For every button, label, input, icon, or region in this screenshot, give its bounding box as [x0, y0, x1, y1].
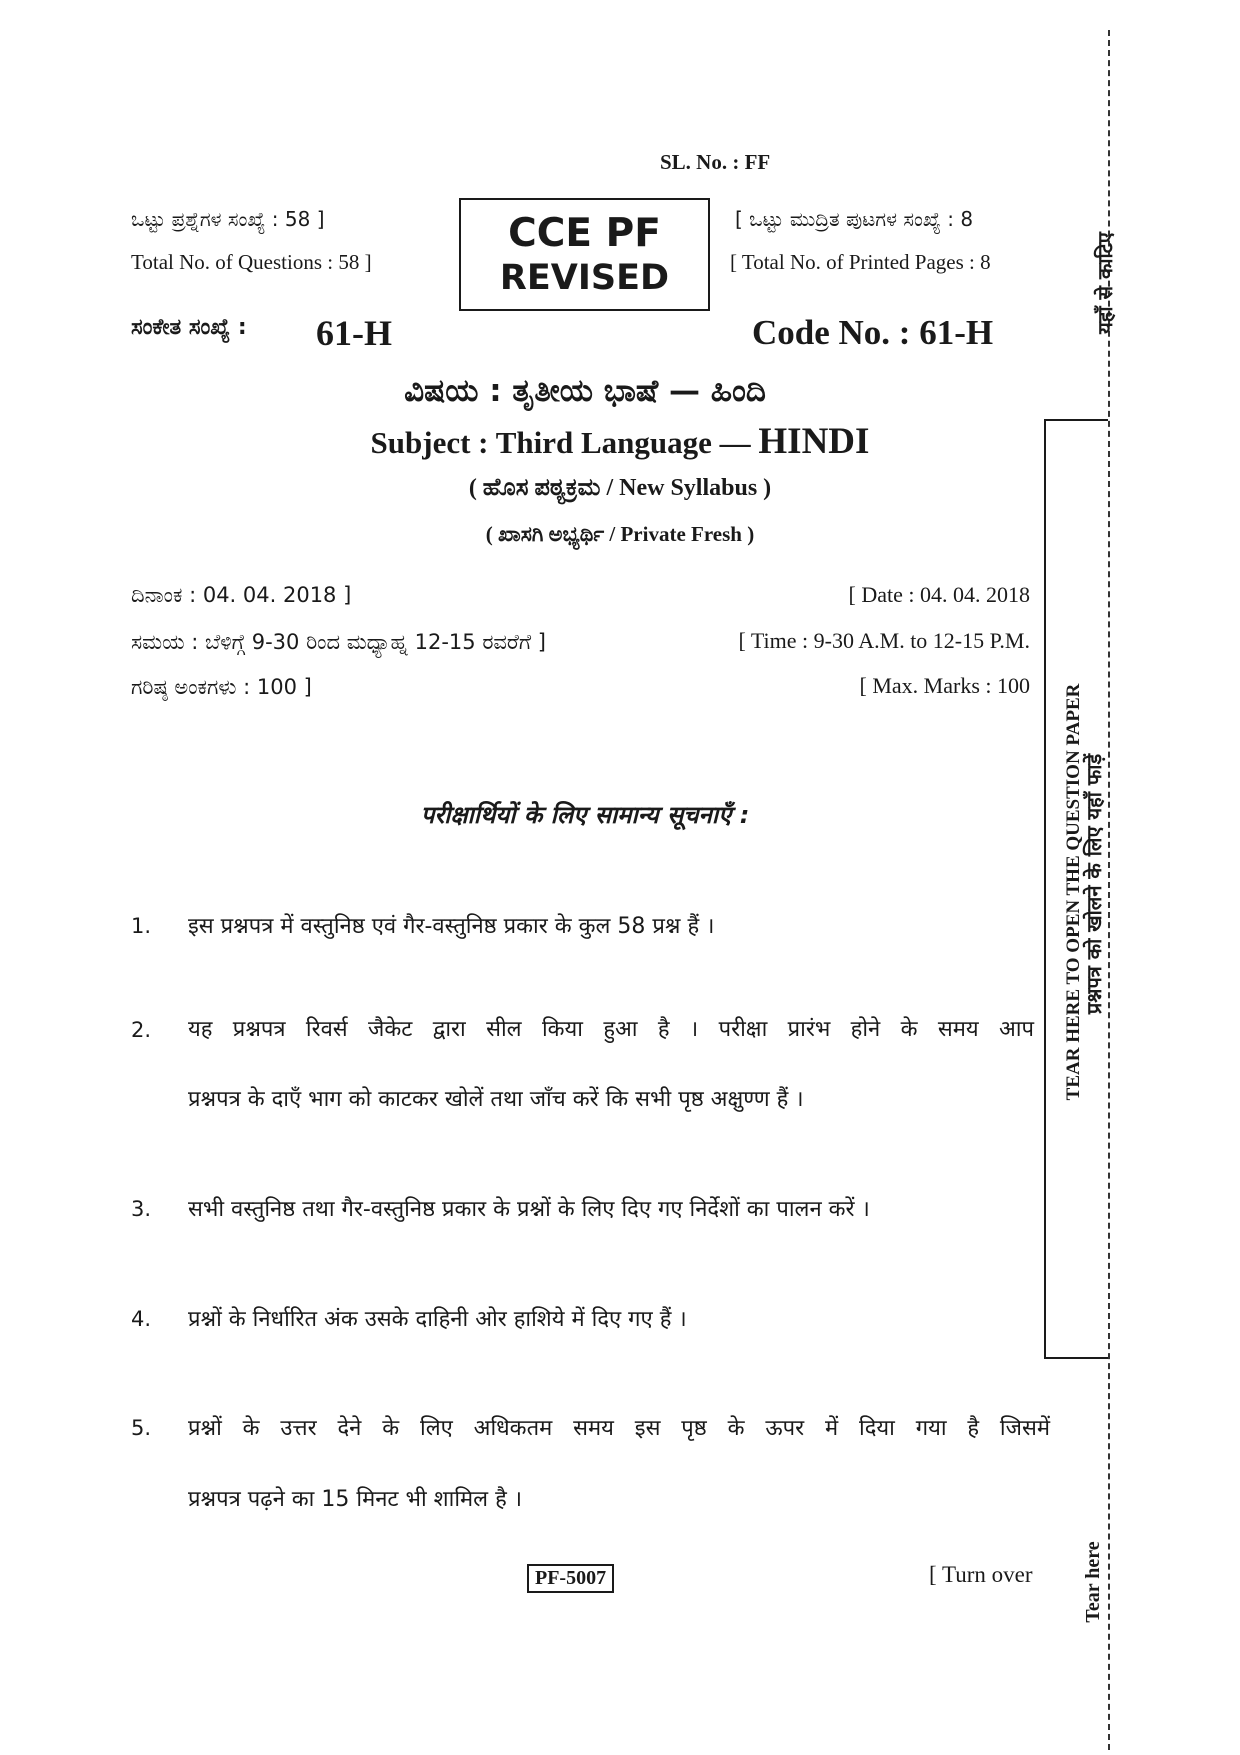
code-number-english: Code No. : 61-H [752, 313, 994, 352]
syllabus-note: ( ಹೊಸ ಪಠ್ಯಕ್ರಮ / New Syllabus ) [468, 475, 772, 501]
time-kannada: ಸಮಯ : ಬೆಳಿಗ್ಗೆ 9-30 ರಿಂದ ಮಧ್ಯಾಹ್ನ 12-15 ರವರೆಗೆ ] [131, 630, 546, 654]
instruction-text: इस प्रश्नपत्र में वस्तुनिष्ठ एवं गैर-वस्तुनिष्ठ प्रकार के कुल 58 प्रश्न हैं । [188, 914, 715, 939]
instruction-number: 3. [131, 1197, 152, 1221]
instruction-text: सभी वस्तुनिष्ठ तथा गैर-वस्तुनिष्ठ प्रकार के प्रश्नों के लिए दिए गए निर्देशों का पालन करें । [188, 1197, 870, 1222]
instruction-number: 5. [131, 1416, 152, 1440]
date-english: [ Date : 04. 04. 2018 [848, 582, 1030, 607]
instruction-text: यह प्रश्नपत्र रिवर्स जैकेट द्वारा सील किया हुआ है । परीक्षा प्रारंभ होने के समय आप [188, 1017, 1034, 1042]
serial-number: SL. No. : FF [660, 150, 771, 174]
cut-here-label: यहाँ से काटिए [1093, 232, 1117, 334]
instruction-text-continued: प्रश्नपत्र पढ़ने का 15 मिनट भी शामिल है । [188, 1487, 523, 1512]
subject-kannada: ವಿಷಯ : ತೃತೀಯ ಭಾಷೆ — ಹಿಂದಿ [404, 373, 766, 409]
instruction-number: 2. [131, 1018, 152, 1042]
badge-line-2: REVISED [499, 258, 670, 298]
tear-here-label: Tear here [1082, 1541, 1104, 1623]
printed-pages-english: [ Total No. of Printed Pages : 8 [730, 250, 991, 274]
instruction-number: 1. [131, 914, 152, 938]
turn-over-note: [ Turn over [929, 1562, 1033, 1587]
time-english: [ Time : 9-30 A.M. to 12-15 P.M. [738, 628, 1030, 653]
instruction-text-continued: प्रश्नपत्र के दाएँ भाग को काटकर खोलें तथा जाँच करें कि सभी पृष्ठ अक्षुण्ण हैं । [188, 1087, 804, 1112]
tear-to-open-label: TEAR HERE TO OPEN THE QUESTION PAPER [1063, 683, 1084, 1101]
total-questions-english: Total No. of Questions : 58 ] [131, 250, 372, 274]
paper-code: PF-5007 [527, 1564, 614, 1593]
exam-type-badge [459, 198, 710, 311]
instruction-text: प्रश्नों के उत्तर देने के लिए अधिकतम समय इस पृष्ठ के ऊपर में दिया गया है जिसमें [188, 1416, 1050, 1441]
subject-prefix: Subject : Third Language — [370, 425, 759, 460]
date-kannada: ದಿನಾಂಕ : 04. 04. 2018 ] [131, 583, 352, 607]
printed-pages-kannada: [ ಒಟ್ಟು ಮುದ್ರಿತ ಪುಟಗಳ ಸಂಖ್ಯೆ : 8 [735, 207, 974, 231]
code-label-kannada: ಸಂಕೇತ ಸಂಖ್ಯೆ : [131, 315, 247, 340]
tear-to-open-hindi-label: प्रश्नपत्र को खोलने के लिए यहाँ फाड़ें [1082, 753, 1106, 1015]
max-marks-kannada: ಗರಿಷ್ಠ ಅಂಕಗಳು : 100 ] [131, 675, 312, 699]
max-marks-english: [ Max. Marks : 100 [859, 673, 1030, 698]
total-questions-kannada: ಒಟ್ಟು ಪ್ರಶ್ನೆಗಳ ಸಂಖ್ಯೆ : 58 ] [131, 207, 325, 231]
badge-line-1: CCE PF [508, 211, 661, 256]
instruction-text: प्रश्नों के निर्धारित अंक उसके दाहिनी ओर हाशिये में दिए गए हैं । [188, 1307, 687, 1332]
subject-language: HINDI [758, 421, 870, 462]
instruction-number: 4. [131, 1307, 152, 1331]
code-value-kannada: 61-H [316, 313, 392, 353]
candidate-type: ( ಖಾಸಗಿ ಅಭ್ಯರ್ಥಿ / Private Fresh ) [485, 522, 755, 546]
instructions-heading: परीक्षार्थियों के लिए सामान्य सूचनाएँ : [420, 801, 750, 829]
